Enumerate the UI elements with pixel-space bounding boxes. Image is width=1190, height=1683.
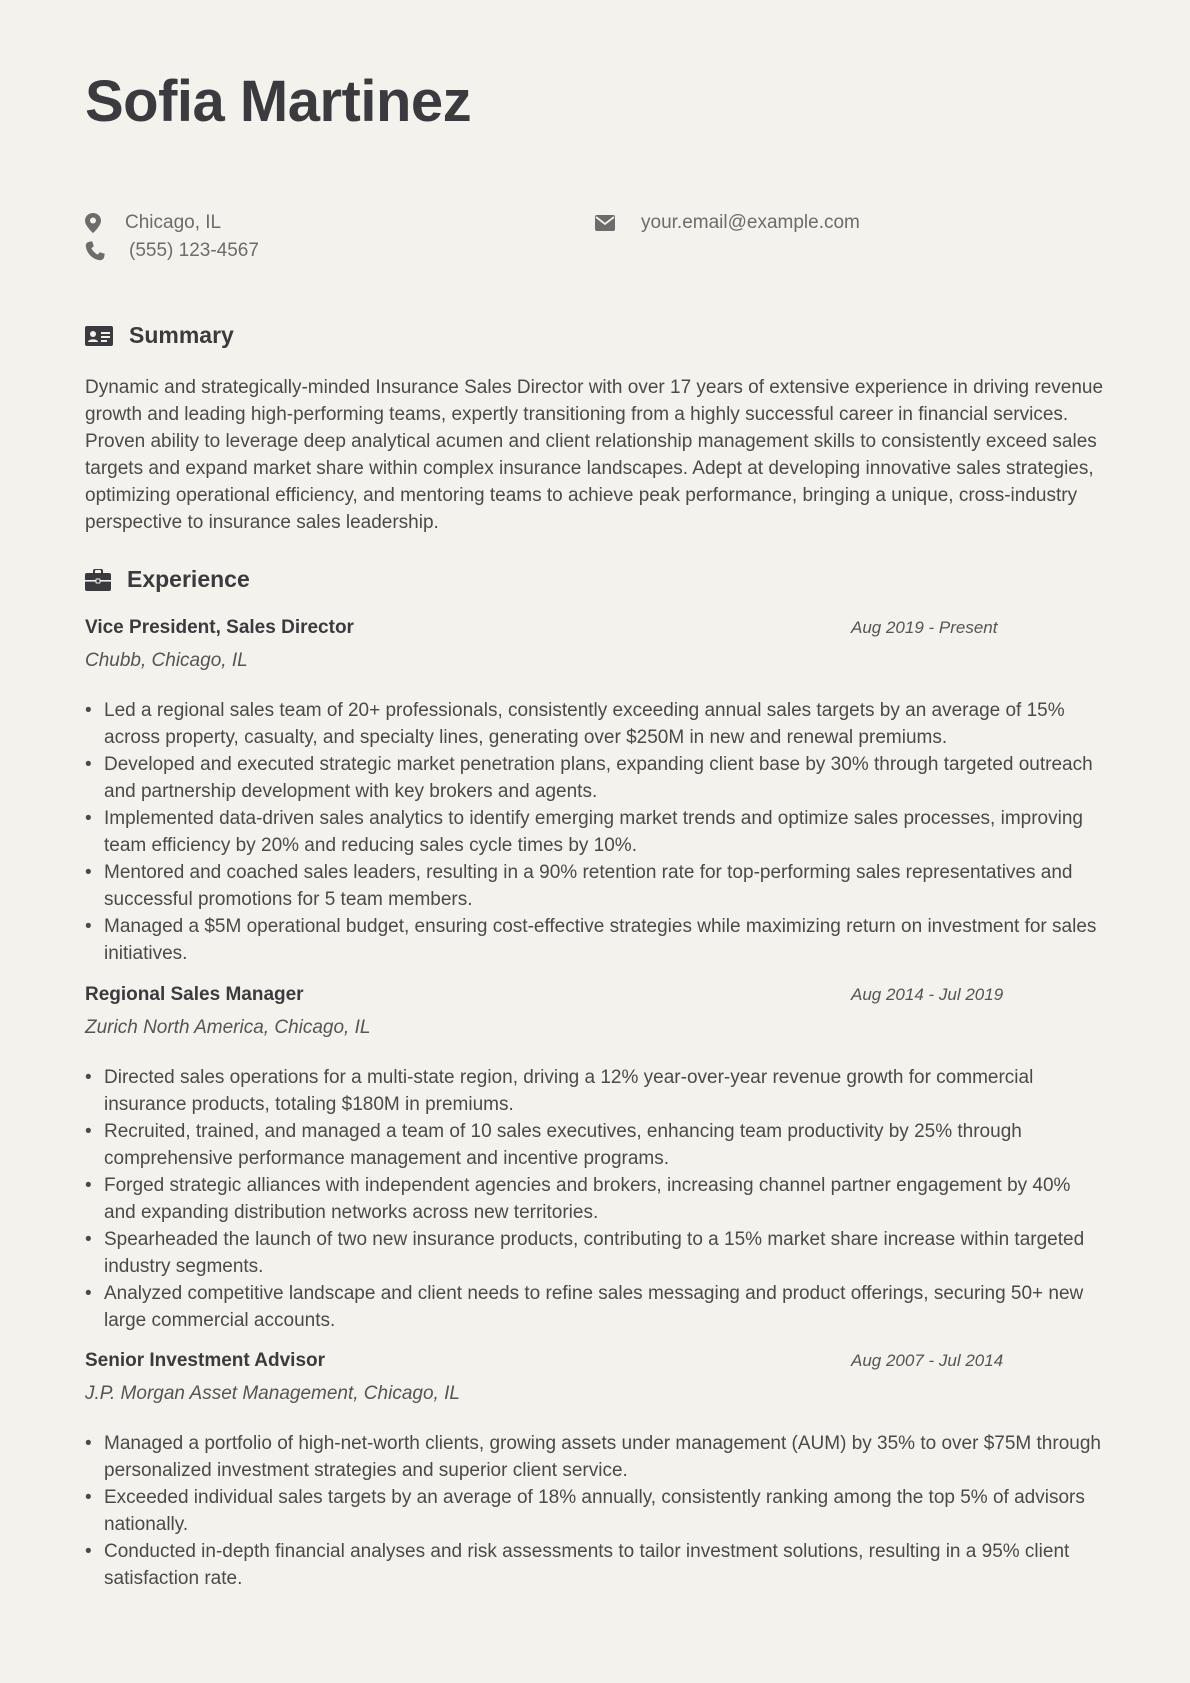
- bullet-item: • Implemented data-driven sales analytics to identify emerging market trends and optimize sales processes, improving team efficiency by 20% and reducing sales cycle times by 10%.: [85, 805, 1105, 859]
- contact-phone: [85, 238, 259, 264]
- location-text: Chicago, IL: [125, 212, 222, 233]
- bullet-item: • Forged strategic alliances with independent agencies and brokers, increasing channel partner engagement by 40% and expanding distribution networks across new territories.: [85, 1172, 1105, 1226]
- job-title: Senior Investment Advisor: [85, 1350, 326, 1371]
- phone-text: (555) 123-4567: [129, 240, 259, 261]
- briefcase-icon: [85, 569, 113, 591]
- job-bullets: [85, 1430, 1105, 1592]
- job-title: Vice President, Sales Director: [85, 617, 354, 638]
- email-text: your.email@example.com: [641, 212, 860, 233]
- job-title: Regional Sales Manager: [85, 984, 304, 1005]
- bullet-item: • Managed a portfolio of high-net-worth clients, growing assets under management (AUM) by 35% to over $75M through personalized investment strategies and superior client service.: [85, 1430, 1105, 1484]
- job-dates: Aug 2007 - Jul 2014: [851, 1351, 1004, 1370]
- summary-heading: [85, 322, 234, 349]
- job-company: Zurich North America, Chicago, IL: [85, 1017, 371, 1038]
- bullet-item: • Recruited, trained, and managed a team of 10 sales executives, enhancing team productivity by 25% through comprehensive performance management and incentive programs.: [85, 1118, 1105, 1172]
- summary-heading-label: Summary: [129, 322, 234, 348]
- bullet-item: • Exceeded individual sales targets by an average of 18% annually, consistently ranking among the top 5% of advisors nationally.: [85, 1484, 1105, 1538]
- bullet-item: • Developed and executed strategic market penetration plans, expanding client base by 30% through targeted outreach and partnership development with key brokers and agents.: [85, 751, 1105, 805]
- job-dates: Aug 2014 - Jul 2019: [851, 985, 1004, 1004]
- job-company: Chubb, Chicago, IL: [85, 650, 248, 671]
- contact-info: [85, 210, 1105, 270]
- bullet-item: • Mentored and coached sales leaders, resulting in a 90% retention rate for top-performing sales representatives and successful promotions for 5 team members.: [85, 859, 1105, 913]
- envelope-icon: [595, 212, 617, 234]
- bullet-item: • Spearheaded the launch of two new insurance products, contributing to a 15% market share increase within targeted industry segments.: [85, 1226, 1105, 1280]
- bullet-item: • Directed sales operations for a multi-state region, driving a 12% year-over-year revenue growth for commercial insurance products, totaling $180M in premiums.: [85, 1064, 1105, 1118]
- candidate-name: Sofia Martinez: [85, 69, 472, 134]
- job-company: J.P. Morgan Asset Management, Chicago, IL: [85, 1383, 460, 1404]
- bullet-item: • Conducted in-depth financial analyses and risk assessments to tailor investment solutions, resulting in a 95% client satisfaction rate.: [85, 1538, 1105, 1592]
- experience-heading-label: Experience: [127, 566, 250, 592]
- contact-email: [595, 210, 860, 236]
- bullet-item: • Managed a $5M operational budget, ensuring cost-effective strategies while maximizing return on investment for sales initiatives.: [85, 913, 1105, 967]
- job-bullets: [85, 1064, 1105, 1334]
- summary-text: Dynamic and strategically-minded Insurance Sales Director with over 17 years of extensive experience in driving revenue growth and leading high-performing teams, expertly transitioning from a highly successful career in financial services. Proven ability to leverage deep analytical acumen and client relationship management skills to consistently exceed sales targets and expand market share within complex insurance landscapes. Adept at developing innovative sales strategies, optimizing operational efficiency, and mentoring teams to achieve peak performance, bringing a unique, cross-industry perspective to insurance sales leadership.: [85, 377, 1104, 533]
- bullet-item: • Analyzed competitive landscape and client needs to refine sales messaging and product offerings, securing 50+ new large commercial accounts.: [85, 1280, 1105, 1334]
- phone-icon: [85, 240, 107, 262]
- bullet-item: • Led a regional sales team of 20+ professionals, consistently exceeding annual sales targets by an average of 15% across property, casualty, and specialty lines, generating over $250M in new and renewal premiums.: [85, 697, 1105, 751]
- experience-heading: [85, 566, 250, 593]
- job-dates: Aug 2019 - Present: [851, 618, 998, 637]
- contact-location: [85, 210, 221, 236]
- id-card-icon: [85, 325, 113, 347]
- job-bullets: [85, 697, 1105, 967]
- map-marker-icon: [85, 212, 107, 234]
